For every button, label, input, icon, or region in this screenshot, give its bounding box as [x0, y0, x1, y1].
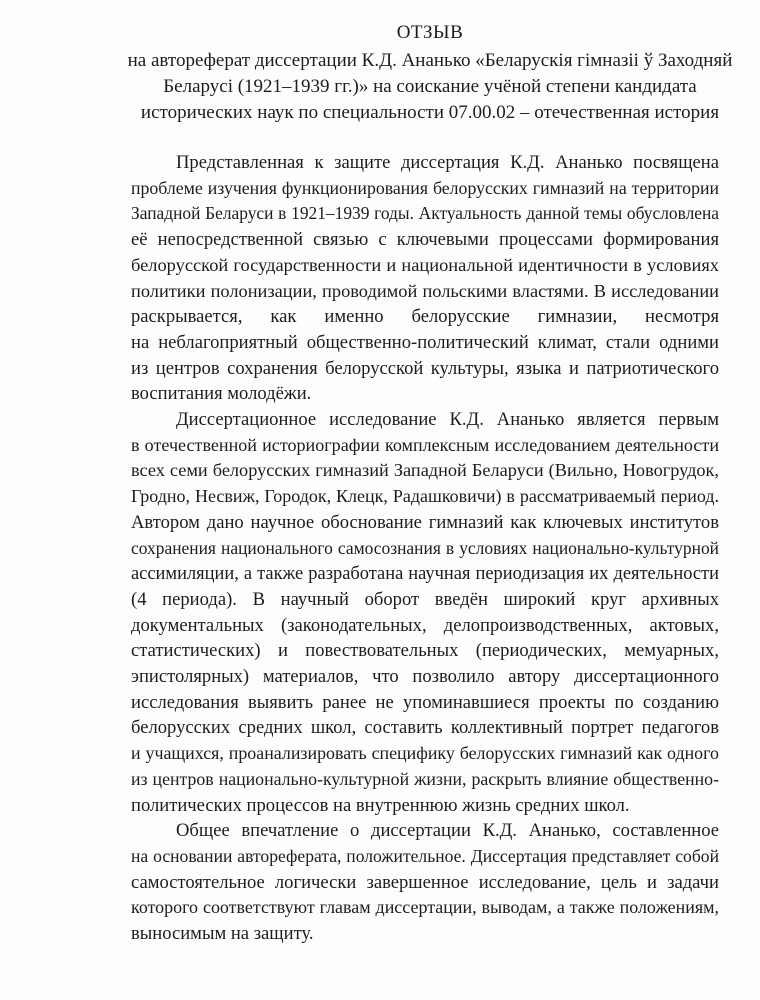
- text-line: сохранения национального самосознания в условиях национально-культурной: [131, 537, 719, 558]
- text-line: Западной Беларуси в 1921–1939 годы. Актуальность данной темы обусловлена: [131, 203, 719, 224]
- text-line: на основании автореферата, положительное. Диссертация представляет собой: [131, 845, 719, 866]
- text-line: Гродно, Несвиж, Городок, Клецк, Радашковичи) в рассматриваемый период.: [131, 486, 719, 507]
- subtitle-line: на автореферат диссертации К.Д. Ананько «Беларускія гімназіі ў Заходняй: [127, 50, 733, 71]
- text-line: Представленная к защите диссертация К.Д. Ананько посвящена: [176, 152, 719, 173]
- text-line: белорусских средних школ, составить коллективный портрет педагогов: [131, 717, 719, 739]
- subtitle-line: Беларусі (1921–1939 гг.)» на соискание учёной степени кандидата: [163, 76, 697, 97]
- subtitle-line: исторических наук по специальности 07.00.02 – отечественная история: [140, 102, 720, 123]
- text-line: белорусской государственности и национальной идентичности в условиях: [131, 254, 719, 275]
- text-line: на неблагоприятный общественно-политический климат, стали одними: [131, 331, 719, 353]
- text-line: в отечественной историографии комплексным исследованием деятельности: [131, 434, 719, 455]
- text-line: раскрывается, как именно белорусские гимназии, несмотря: [131, 306, 719, 328]
- text-line: Диссертационное исследование К.Д. Ананько является первым: [176, 409, 719, 431]
- text-line: Автором дано научное обоснование гимназий как ключевых институтов: [131, 511, 719, 533]
- text-line: политических процессов на внутреннюю жизнь средних школ.: [131, 794, 630, 816]
- text-line: и учащихся, проанализировать специфику белорусских гимназий как одного: [131, 743, 719, 764]
- document-subtitle: [110, 48, 750, 126]
- paragraph-2: [131, 407, 719, 818]
- text-line: ассимиляции, а также разработана научная периодизация их деятельности: [131, 563, 719, 584]
- text-line: выносимым на защиту.: [131, 923, 314, 945]
- text-line: проблеме изучения функционирования белорусских гимназий на территории: [131, 177, 719, 198]
- text-line: Общее впечатление о диссертации К.Д. Ананько, составленное: [176, 820, 719, 842]
- text-line: политики полонизации, проводимой польскими властями. В исследовании: [131, 280, 719, 301]
- text-line: всех семи белорусских гимназий Западной Беларуси (Вильно, Новогрудок,: [131, 460, 719, 481]
- text-line: исследования выявить ранее не упоминавшиеся проекты по созданию: [131, 691, 719, 713]
- text-line: воспитания молодёжи.: [131, 383, 312, 405]
- text-line: которого соответствуют главам диссертации, выводам, а также положениям,: [131, 897, 719, 918]
- text-line: документальных (законодательных, делопроизводственных, актовых,: [131, 614, 719, 636]
- text-line: из центров национально-культурной жизни, раскрыть влияние общественно-: [131, 768, 719, 789]
- text-line: её непосредственной связью с ключевыми процессами формирования: [131, 229, 719, 251]
- text-line: эпистолярных) материалов, что позволило автору диссертационного: [131, 666, 719, 688]
- text-line: (4 периода). В научный оборот введён широкий круг архивных: [131, 588, 719, 610]
- text-line: самостоятельное логически завершенное исследование, цель и задачи: [131, 871, 719, 893]
- paragraph-3: [131, 818, 719, 947]
- text-line: из центров сохранения белорусской культуры, языка и патриотического: [131, 357, 719, 379]
- document-body: [131, 150, 719, 947]
- paragraph-1: [131, 150, 719, 407]
- text-line: статистических) и повествовательных (периодических, мемуарных,: [131, 640, 719, 662]
- document-title: ОТЗЫВ: [396, 22, 464, 43]
